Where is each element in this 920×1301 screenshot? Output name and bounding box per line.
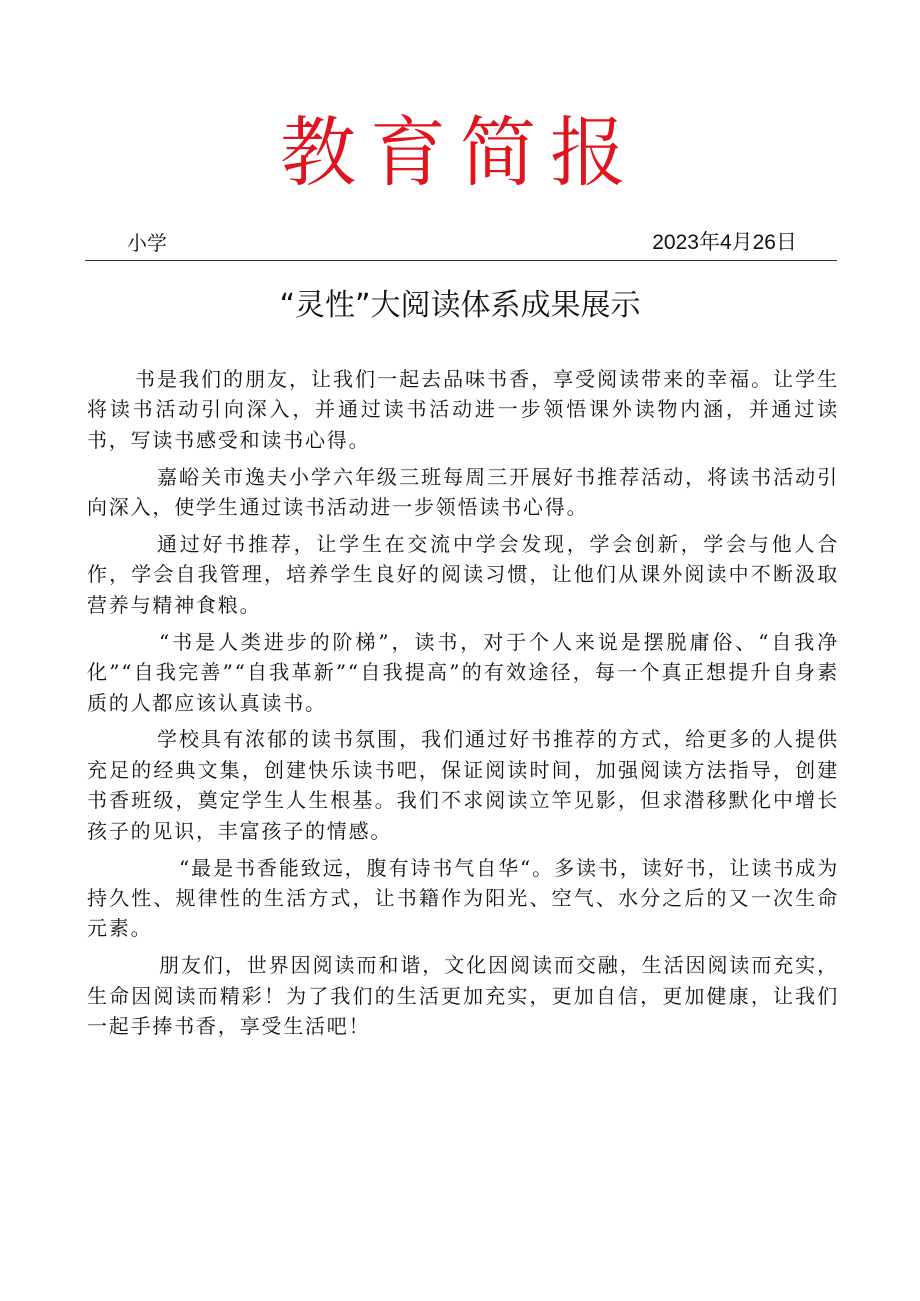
masthead-title: 教育简报 (280, 108, 640, 197)
paragraph: 通过好书推荐，让学生在交流中学会发现，学会创新，学会与他人合作，学会自我管理，培养学生良好的阅读习惯，让他们从课外阅读中不断汲取营养与精神食粮。 (87, 532, 839, 617)
school-name: 小学 (127, 231, 167, 255)
paragraph: “最是书香能致远，腹有诗书气自华“。多读书，读好书，让读书成为持久性、规律性的生活方式，让书籍作为阳光、空气、水分之后的又一次生命元素。 (87, 855, 839, 941)
paragraph: 书是我们的朋友，让我们一起去品味书香，享受阅读带来的幸福。让学生将读书活动引向深入，并通过读书活动进一步领悟课外读物内涵，并通过读书，写读书感受和读书心得。 (87, 367, 839, 452)
paragraph: 嘉峪关市逸夫小学六年级三班每周三开展好书推荐活动，将读书活动引向深入，使学生通过读书活动进一步领悟读书心得。 (87, 464, 839, 520)
paragraph: “书是人类进步的阶梯”，读书，对于个人来说是摆脱庸俗、“自我净化”“自我完善”“自我革新”“自我提高”的有效途径，每一个真正想提升自身素质的人都应该认真读书。 (87, 629, 839, 715)
paragraph: 学校具有浓郁的读书氛围，我们通过好书推荐的方式，给更多的人提供充足的经典文集，创建快乐读书吧，保证阅读时间，加强阅读方法指导，创建书香班级，奠定学生人生根基。我们不求阅读立竿见影，但求潜移默化中增长孩子的见识，丰富孩子的情感。 (87, 727, 839, 843)
issue-date: 2023年4月26日 (652, 231, 797, 254)
article-body (87, 364, 839, 1048)
article-title: “灵性”大阅读体系成果展示 (279, 288, 641, 323)
paragraph: 朋友们，世界因阅读而和谐，文化因阅读而交融，生活因阅读而充实，生命因阅读而精彩！为了我们的生活更加充实，更加自信，更加健康，让我们一起手捧书香，享受生活吧！ (87, 953, 839, 1039)
header-meta-row (85, 228, 837, 261)
